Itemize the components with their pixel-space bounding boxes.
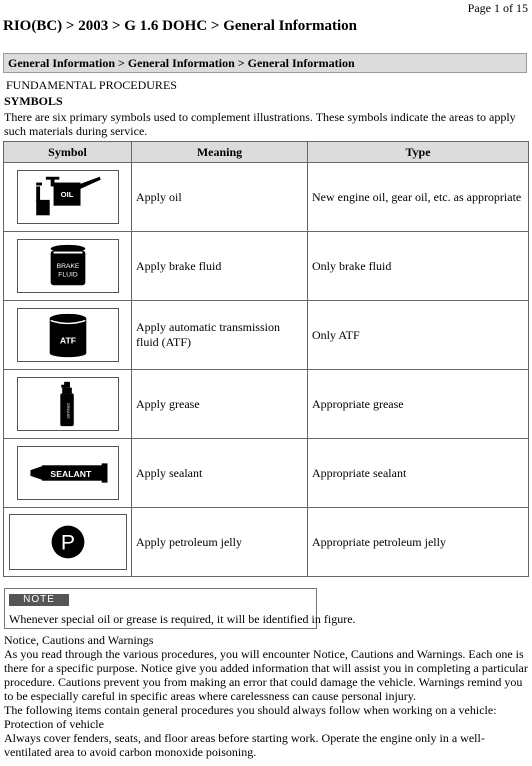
type-cell: Appropriate petroleum jelly xyxy=(308,508,529,577)
symbols-heading: SYMBOLS xyxy=(4,94,63,108)
grease-icon-label: GREASE xyxy=(65,402,70,419)
type-cell: Only brake fluid xyxy=(308,232,529,301)
procedures-heading: FUNDAMENTAL PROCEDURES xyxy=(6,78,177,92)
meaning-cell: Apply sealant xyxy=(132,439,308,508)
column-header-meaning: Meaning xyxy=(132,142,308,163)
body-text xyxy=(4,633,529,759)
notice-heading: Notice, Cautions and Warnings xyxy=(4,633,154,647)
table-row xyxy=(4,508,529,577)
page-number: Page 1 of 15 xyxy=(467,1,528,15)
column-header-symbol: Symbol xyxy=(4,142,132,163)
table-row xyxy=(4,232,529,301)
meaning-cell: Apply automatic transmission fluid (ATF) xyxy=(132,301,308,370)
petroleum-icon-label: P xyxy=(60,531,75,555)
brake-icon-label-2: FLUID xyxy=(57,271,78,279)
type-cell: Appropriate sealant xyxy=(308,439,529,508)
symbols-table xyxy=(3,141,529,577)
page-title: RIO(BC) > 2003 > G 1.6 DOHC > General Information xyxy=(3,18,357,34)
type-cell: New engine oil, gear oil, etc. as appropriate xyxy=(308,163,529,232)
meaning-cell: Apply grease xyxy=(132,370,308,439)
type-cell: Only ATF xyxy=(308,301,529,370)
oil-can-icon xyxy=(17,170,119,224)
symbol-cell xyxy=(4,163,132,232)
atf-icon-label: ATF xyxy=(59,335,76,346)
symbol-cell xyxy=(4,301,132,370)
table-header-row xyxy=(4,142,529,163)
sealant-icon-label: SEALANT xyxy=(49,468,91,479)
intro-paragraph: There are six primary symbols used to complement illustrations. These symbols indicate the areas to apply such materials during service. xyxy=(4,110,516,138)
grease-spray-icon xyxy=(17,377,119,431)
symbol-cell xyxy=(4,370,132,439)
meaning-cell: Apply oil xyxy=(132,163,308,232)
brake-icon-label-1: BRAKE xyxy=(56,262,79,270)
oil-icon-label: OIL xyxy=(60,190,73,199)
symbol-cell xyxy=(4,439,132,508)
table-row xyxy=(4,163,529,232)
table-row xyxy=(4,370,529,439)
brake-fluid-icon xyxy=(17,239,119,293)
atf-icon xyxy=(17,308,119,362)
note-text: Whenever special oil or grease is required, it will be identified in figure. xyxy=(9,612,356,626)
protection-subheading: Protection of vehicle xyxy=(4,717,104,731)
symbol-cell xyxy=(4,508,132,577)
section-breadcrumb: General Information > General Information > General Information xyxy=(3,53,527,73)
meaning-cell: Apply petroleum jelly xyxy=(132,508,308,577)
table-row xyxy=(4,301,529,370)
note-box xyxy=(4,588,356,629)
type-cell: Appropriate grease xyxy=(308,370,529,439)
protection-paragraph: Always cover fenders, seats, and floor areas before starting work. Operate the engine only in a well-ventilated area to avoid carbon monoxide poisoning. xyxy=(4,731,485,759)
petroleum-jelly-icon xyxy=(9,514,127,570)
symbol-cell xyxy=(4,232,132,301)
note-badge: NOTE xyxy=(9,594,69,606)
general-procedures-paragraph: The following items contain general procedures you should always follow when working on a vehicle: xyxy=(4,703,497,717)
table-row xyxy=(4,439,529,508)
sealant-tube-icon xyxy=(17,446,119,500)
meaning-cell: Apply brake fluid xyxy=(132,232,308,301)
column-header-type: Type xyxy=(308,142,529,163)
notice-paragraph: As you read through the various procedures, you will encounter Notice, Cautions and Warnings. Each one is there for a specific purpose. Notice give you added information that will assist you in completing a particular procedure. Cautions prevent you from making an error that could damage the vehicle. Warnings remind you to be especially careful in specific areas where carelessness can cause personal injury. xyxy=(4,647,528,703)
